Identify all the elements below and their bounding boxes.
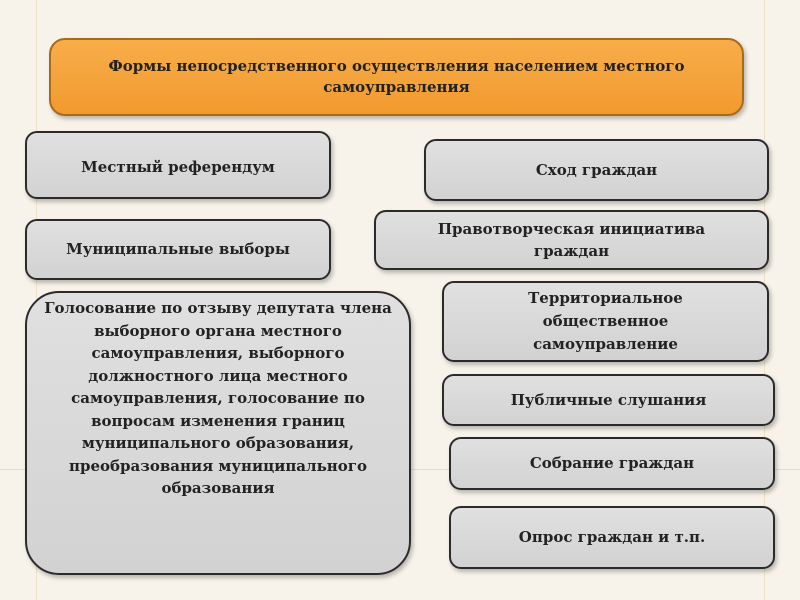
box-municipal-elections: Муниципальные выборы	[25, 219, 331, 280]
box-citizens-survey: Опрос граждан и т.п.	[449, 506, 775, 569]
box-citizens-gathering: Сход граждан	[424, 139, 769, 201]
box-recall-voting: Голосование по отзыву депутата члена выборного органа местного самоуправления, выборного должностного лица местного самоуправления, голосование по вопросам изменения границ муниципального образования, преобразования муниципального образования	[25, 291, 411, 575]
box-lawmaking-initiative: Правотворческая инициатива граждан	[374, 210, 769, 270]
box-public-hearings: Публичные слушания	[442, 374, 775, 426]
box-citizens-meeting: Собрание граждан	[449, 437, 775, 490]
diagram-title: Формы непосредственного осуществления населением местного самоуправления	[49, 38, 744, 116]
box-local-referendum: Местный референдум	[25, 131, 331, 199]
box-territorial-self-government: Территориальное общественное самоуправление	[442, 281, 769, 362]
